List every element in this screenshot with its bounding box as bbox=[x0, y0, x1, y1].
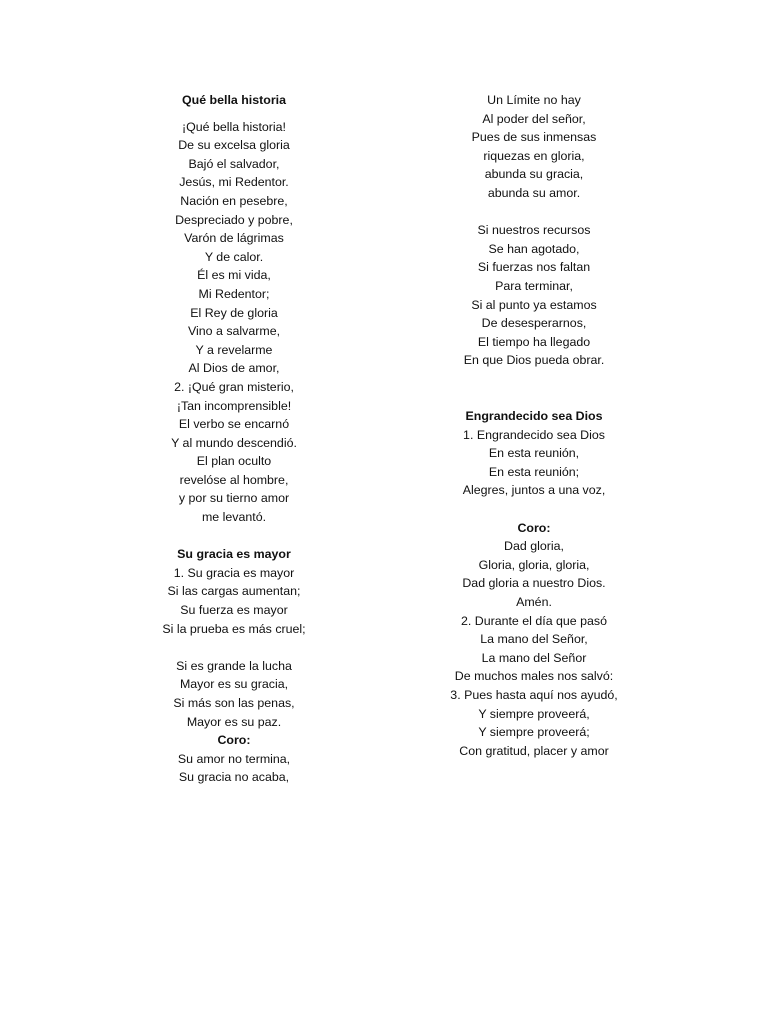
lyric-line: Al poder del señor, bbox=[482, 111, 586, 126]
lyric-line: Y al mundo descendió. bbox=[171, 435, 297, 450]
lyric-line: 1. Su gracia es mayor bbox=[173, 565, 295, 580]
lyric-line: Y siempre proveerá, bbox=[478, 706, 590, 721]
song-chorus bbox=[384, 537, 684, 611]
lyric-line: En que Dios pueda obrar. bbox=[463, 353, 605, 368]
lyric-line: Su gracia no acaba, bbox=[178, 770, 290, 785]
lyric-line: Y a revelarme bbox=[195, 342, 273, 357]
lyric-line: Si más son las penas, bbox=[173, 696, 295, 710]
lyric-line: revelóse al hombre, bbox=[179, 472, 289, 487]
stanza-break bbox=[384, 370, 684, 389]
right-column bbox=[384, 91, 684, 760]
lyric-line: Si es grande la lucha bbox=[176, 658, 292, 673]
lyric-line: Despreciado y pobre, bbox=[175, 212, 293, 227]
lyric-line: Y siempre proveerá; bbox=[478, 725, 590, 740]
lyric-line: 2. Durante el día que pasó bbox=[460, 613, 608, 628]
left-column bbox=[84, 91, 384, 787]
song-stanza bbox=[384, 91, 684, 203]
song-title-que-bella-historia: Qué bella historia bbox=[182, 93, 286, 107]
lyric-line: De su excelsa gloria bbox=[178, 138, 290, 153]
lyric-line: Él es mi vida, bbox=[197, 268, 271, 283]
song-verse bbox=[384, 686, 684, 760]
song-verse bbox=[384, 426, 684, 500]
lyric-line: abunda su amor. bbox=[487, 185, 581, 200]
stanza-break bbox=[84, 527, 384, 546]
lyric-line: 3. Pues hasta aquí nos ayudó, bbox=[450, 688, 618, 702]
spacer bbox=[84, 110, 384, 118]
stanza-break bbox=[384, 203, 684, 222]
lyric-line: La mano del Señor, bbox=[480, 632, 588, 647]
song-title-engrandecido-sea-dios: Engrandecido sea Dios bbox=[465, 409, 603, 424]
lyric-line: Si las cargas aumentan; bbox=[167, 584, 301, 599]
lyric-line: Si al punto ya estamos bbox=[471, 297, 597, 312]
lyric-line: 1. Engrandecido sea Dios bbox=[463, 427, 605, 442]
lyric-line: me levantó. bbox=[201, 510, 267, 525]
lyric-line: Jesús, mi Redentor. bbox=[179, 175, 289, 190]
lyric-line: En esta reunión, bbox=[488, 446, 580, 461]
lyric-line: Al Dios de amor, bbox=[188, 361, 280, 376]
song-lyrics-que-bella-historia bbox=[84, 118, 384, 527]
lyric-line: Bajó el salvador, bbox=[188, 156, 280, 171]
lyric-line: Mayor es su gracia, bbox=[179, 677, 289, 692]
stanza-break bbox=[384, 389, 684, 408]
lyric-line: En esta reunión; bbox=[488, 464, 580, 479]
lyric-line: Si la prueba es más cruel; bbox=[162, 621, 306, 636]
lyric-line: Su amor no termina, bbox=[177, 751, 291, 766]
song-title-su-gracia-es-mayor: Su gracia es mayor bbox=[177, 547, 291, 562]
song-stanza bbox=[84, 657, 384, 731]
lyric-line: El verbo se encarnó bbox=[178, 417, 290, 432]
lyric-line: El plan oculto bbox=[196, 454, 272, 469]
lyric-line: riquezas en gloria, bbox=[483, 148, 585, 163]
song-stanza bbox=[84, 564, 384, 638]
lyric-line: De muchos males nos salvó: bbox=[454, 669, 614, 684]
lyric-line: Su fuerza es mayor bbox=[180, 603, 288, 618]
lyric-line: Amén. bbox=[516, 595, 552, 610]
lyric-line: Dad gloria, bbox=[504, 539, 564, 554]
lyric-line: Un Límite no hay bbox=[487, 93, 581, 107]
lyric-line: Si fuerzas nos faltan bbox=[477, 260, 591, 275]
lyric-line: Varón de lágrimas bbox=[184, 231, 284, 246]
lyric-line: Vino a salvarme, bbox=[187, 324, 281, 339]
chorus-label: Coro: bbox=[517, 520, 551, 535]
lyric-line: y por su tierno amor bbox=[178, 491, 290, 506]
lyric-line: Gloria, gloria, gloria, bbox=[478, 557, 590, 572]
lyric-line: Y de calor. bbox=[204, 249, 264, 264]
song-chorus bbox=[84, 750, 384, 787]
lyric-line: La mano del Señor bbox=[481, 650, 587, 665]
lyric-line: Mi Redentor; bbox=[198, 286, 270, 301]
lyric-line: El Rey de gloria bbox=[190, 305, 278, 320]
chorus-label: Coro: bbox=[217, 733, 251, 748]
lyric-line: Pues de sus inmensas bbox=[471, 130, 597, 145]
lyric-line: abunda su gracia, bbox=[484, 167, 584, 182]
lyric-line: Mayor es su paz. bbox=[186, 714, 282, 729]
lyric-line: Se han agotado, bbox=[488, 241, 580, 256]
song-verse bbox=[384, 612, 684, 686]
lyric-line: ¡Tan incomprensible! bbox=[176, 398, 292, 413]
stanza-break bbox=[84, 638, 384, 657]
lyric-line: ¡Qué bella historia! bbox=[182, 119, 286, 134]
lyric-line: 2. ¡Qué gran misterio, bbox=[174, 379, 294, 394]
lyric-line: De desesperarnos, bbox=[481, 316, 587, 331]
lyric-line: El tiempo ha llegado bbox=[477, 334, 591, 349]
lyric-line: Con gratitud, placer y amor bbox=[459, 743, 609, 758]
lyric-line: Alegres, juntos a una voz, bbox=[462, 483, 606, 498]
song-stanza bbox=[384, 221, 684, 370]
lyric-line: Si nuestros recursos bbox=[477, 223, 591, 238]
lyric-line: Dad gloria a nuestro Dios. bbox=[462, 576, 606, 591]
stanza-break bbox=[384, 500, 684, 519]
lyric-line: Nación en pesebre, bbox=[180, 193, 288, 208]
lyric-line: Para terminar, bbox=[495, 278, 573, 293]
